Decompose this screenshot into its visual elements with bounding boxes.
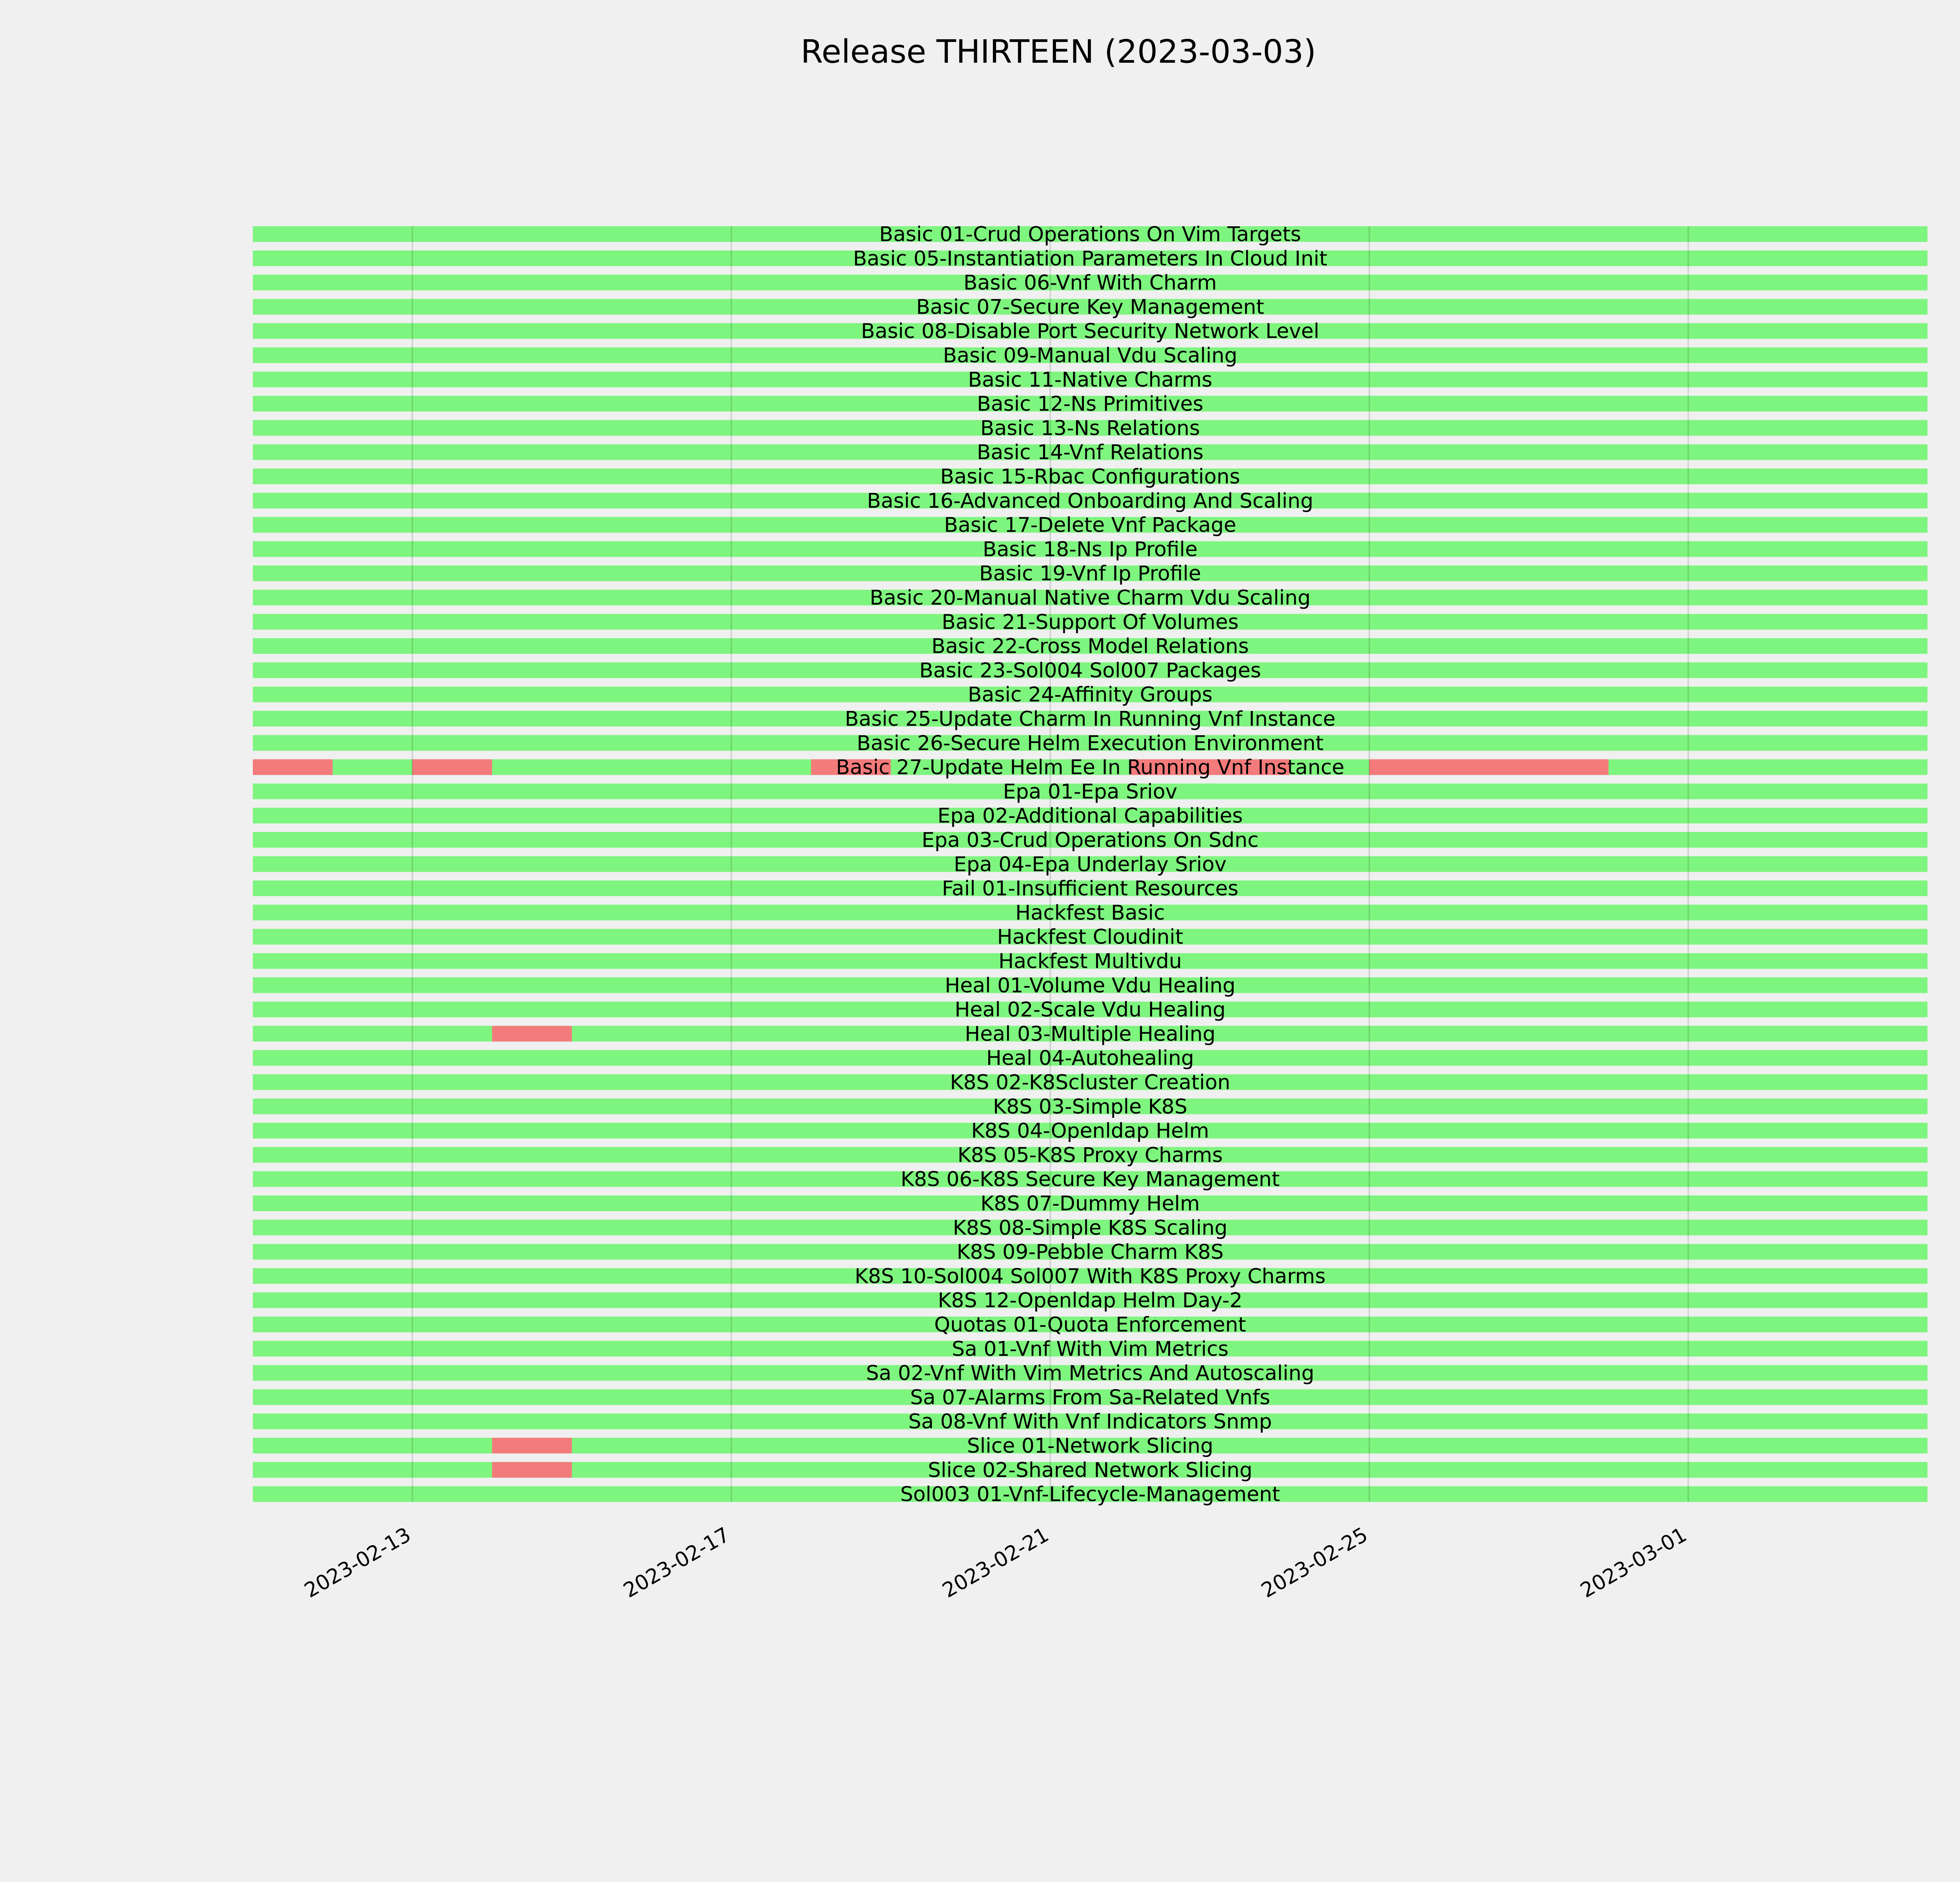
row-label: Basic 06-Vnf With Charm [963,271,1217,295]
row-label: Basic 16-Advanced Onboarding And Scaling [867,489,1314,513]
row-label: Basic 09-Manual Vdu Scaling [943,344,1238,367]
fail-bar [492,1462,572,1478]
row-label: Basic 27-Update Helm Ee In Running Vnf Instance [836,756,1345,779]
row-label: Basic 19-Vnf Ip Profile [979,562,1201,586]
row-label: K8S 12-Openldap Helm Day-2 [938,1289,1243,1313]
x-tick-label: 2023-02-21 [938,1523,1053,1603]
row-label: K8S 06-K8S Secure Key Management [900,1168,1280,1192]
row-label: K8S 09-Pebble Charm K8S [956,1240,1224,1264]
row-label: Basic 24-Affinity Groups [967,683,1213,707]
fail-bar [492,1026,572,1041]
row-label: Quotas 01-Quota Enforcement [934,1313,1246,1337]
row-label: Basic 20-Manual Native Charm Vdu Scaling [869,586,1311,610]
row-label: Basic 05-Instantiation Parameters In Cloud Init [853,247,1327,271]
fail-bar [492,1438,572,1453]
row-label: Hackfest Basic [1015,901,1165,925]
row-label: Basic 14-Vnf Relations [976,441,1204,465]
fail-bar [253,759,332,775]
x-tick-label: 2023-02-17 [619,1523,734,1603]
row-label: Basic 25-Update Charm In Running Vnf Instance [845,707,1336,731]
row-label: Basic 23-Sol004 Sol007 Packages [919,659,1261,683]
row-label: Heal 03-Multiple Healing [965,1022,1216,1046]
row-label: K8S 08-Simple K8S Scaling [953,1216,1228,1240]
row-label: Sa 07-Alarms From Sa-Related Vnfs [910,1386,1270,1410]
row-label: Slice 02-Shared Network Slicing [927,1458,1253,1482]
row-label: K8S 05-K8S Proxy Charms [957,1143,1223,1167]
fail-bar [1369,759,1608,775]
row-label: K8S 02-K8Scluster Creation [950,1071,1230,1094]
row-label: K8S 03-Simple K8S [993,1095,1187,1119]
row-label: Basic 07-Secure Key Management [916,295,1264,319]
chart-title: Release THIRTEEN (2023-03-03) [800,33,1316,71]
row-label: Heal 04-Autohealing [986,1046,1194,1070]
row-label: Heal 01-Volume Vdu Healing [945,974,1236,997]
row-label: Epa 03-Crud Operations On Sdnc [922,828,1259,852]
x-tick-label: 2023-02-25 [1257,1523,1372,1603]
row-label: Heal 02-Scale Vdu Healing [955,998,1226,1022]
row-label: Basic 15-Rbac Configurations [940,465,1240,489]
row-label: K8S 04-Openldap Helm [971,1119,1209,1143]
row-label: Basic 01-Crud Operations On Vim Targets [879,223,1301,246]
row-label: K8S 10-Sol004 Sol007 With K8S Proxy Charms [855,1264,1326,1288]
x-tick-label: 2023-02-13 [300,1523,415,1603]
row-label: Sa 02-Vnf With Vim Metrics And Autoscaling [866,1361,1314,1385]
row-label: Slice 01-Network Slicing [967,1434,1214,1458]
row-label: Basic 12-Ns Primitives [977,392,1203,416]
row-label: Basic 08-Disable Port Security Network Level [861,320,1319,343]
row-label: Epa 01-Epa Sriov [1003,780,1178,804]
row-label: Basic 22-Cross Model Relations [931,634,1249,658]
row-label: Sa 08-Vnf With Vnf Indicators Snmp [908,1410,1272,1434]
row-label: Hackfest Cloudinit [997,925,1183,949]
row-label: Fail 01-Insufficient Resources [942,877,1239,901]
row-label: Basic 18-Ns Ip Profile [982,538,1198,561]
fail-bar [412,759,492,775]
row-label: Sol003 01-Vnf-Lifecycle-Management [900,1482,1280,1506]
row-label: Sa 01-Vnf With Vim Metrics [951,1337,1229,1361]
row-label: Hackfest Multivdu [998,950,1182,973]
row-label: Epa 04-Epa Underlay Sriov [954,852,1227,876]
row-label: Basic 13-Ns Relations [980,416,1200,440]
row-label: Basic 21-Support Of Volumes [942,610,1239,634]
row-label: Basic 17-Delete Vnf Package [944,513,1236,537]
x-tick-label: 2023-03-01 [1576,1523,1691,1603]
row-label: K8S 07-Dummy Helm [980,1192,1200,1215]
row-label: Basic 26-Secure Helm Execution Environment [857,731,1324,755]
row-label: Basic 11-Native Charms [968,368,1212,392]
row-label: Epa 02-Additional Capabilities [937,804,1243,828]
